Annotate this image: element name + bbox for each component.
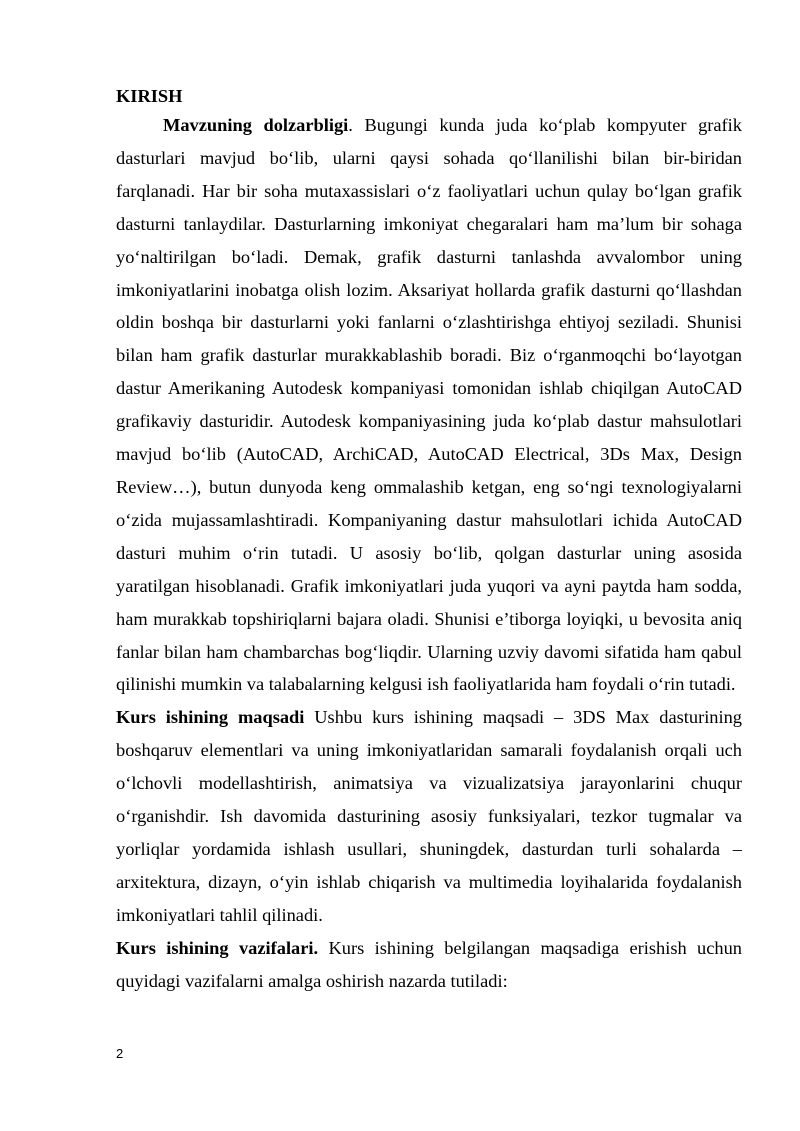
relevance-text: . Bugungi kunda juda ko‘plab kompyuter grafik dasturlari mavjud bo‘lib, ularni qaysi sohada qo‘llanilishi bilan bir-biridan farqlanadi. Har bir soha mutaxassislari o‘z faoliyatlari uchun qulay bo‘lgan grafik dasturni tanlaydilar. Dasturlarning imkoniyat chegaralari ham ma’lum bir sohaga yo‘naltirilgan bo‘ladi. Demak, grafik dasturni tanlashda avvalombor uning imkoniyatlarini inobatga olish lozim. Aksariyat hollarda grafik dasturni qo‘llashdan oldin boshqa bir dasturlarni yoki fanlarni o‘zlashtirishga ehtiyoj seziladi. Shunisi bilan ham grafik dasturlar murakkablashib boradi. Biz o‘rganmoqchi bo‘layotgan dastur Amerikaning Autodesk kompaniyasi tomonidan ishlab chiqilgan AutoCAD grafikaviy dasturidir. Autodesk kompaniyasining juda ko‘plab dastur mahsulotlari mavjud bo‘lib (AutoCAD, ArchiCAD, AutoCAD Electrical, 3Ds Max, Design Review…), butun dunyoda keng ommalashib ketgan, eng so‘ngi texnologiyalarni o‘zida mujassamlashtiradi. Kompaniyaning dastur mahsulotlari ichida AutoCAD dasturi muhim o‘rin tutadi. U asosiy bo‘lib, qolgan dasturlar uning asosida yaratilgan hisoblanadi. Grafik imkoniyatlari juda yuqori va ayni paytda ham sodda, ham murakkab topshiriqlarni bajara oladi. Shunisi e’tiborga loyiqki, u bevosita aniq fanlar bilan ham chambarchas bog‘liqdir. Ularning uzviy davomi sifatida ham qabul qilinishi mumkin va talabalarning kelgusi ish faoliyatlarida ham foydali o‘rin tutadi.	[116, 115, 742, 695]
document-body	[116, 83, 742, 997]
tasks-paragraph	[116, 932, 742, 998]
goal-text: Ushbu kurs ishining maqsadi – 3DS Max dasturining boshqaruv elementlari va uning imkoniyatlaridan samarali foydalanish orqali uch o‘lchovli modellashtirish, animatsiya va vizualizatsiya jarayonlarini chuqur o‘rganishdir. Ish davomida dasturining asosiy funksiyalari, tezkor tugmalar va yorliqlar yordamida ishlash usullari, shuningdek, dasturdan turli sohalarda – arxitektura, dizayn, o‘yin ishlab chiqarish va multimedia loyihalarida foydalanish imkoniyatlari tahlil qilinadi.	[116, 707, 742, 925]
relevance-paragraph	[116, 109, 742, 701]
tasks-lead: Kurs ishining vazifalari.	[116, 937, 319, 958]
goal-lead: Kurs ishining maqsadi	[116, 707, 305, 728]
page-number: 2	[116, 1046, 124, 1061]
relevance-lead: Mavzuning dolzarbligi	[163, 115, 349, 135]
goal-paragraph	[116, 701, 742, 931]
section-heading: KIRISH	[116, 86, 183, 106]
tasks-text: Kurs ishining belgilangan maqsadiga erishish uchun quyidagi vazifalarni amalga oshirish nazarda tutiladi:	[116, 937, 742, 991]
